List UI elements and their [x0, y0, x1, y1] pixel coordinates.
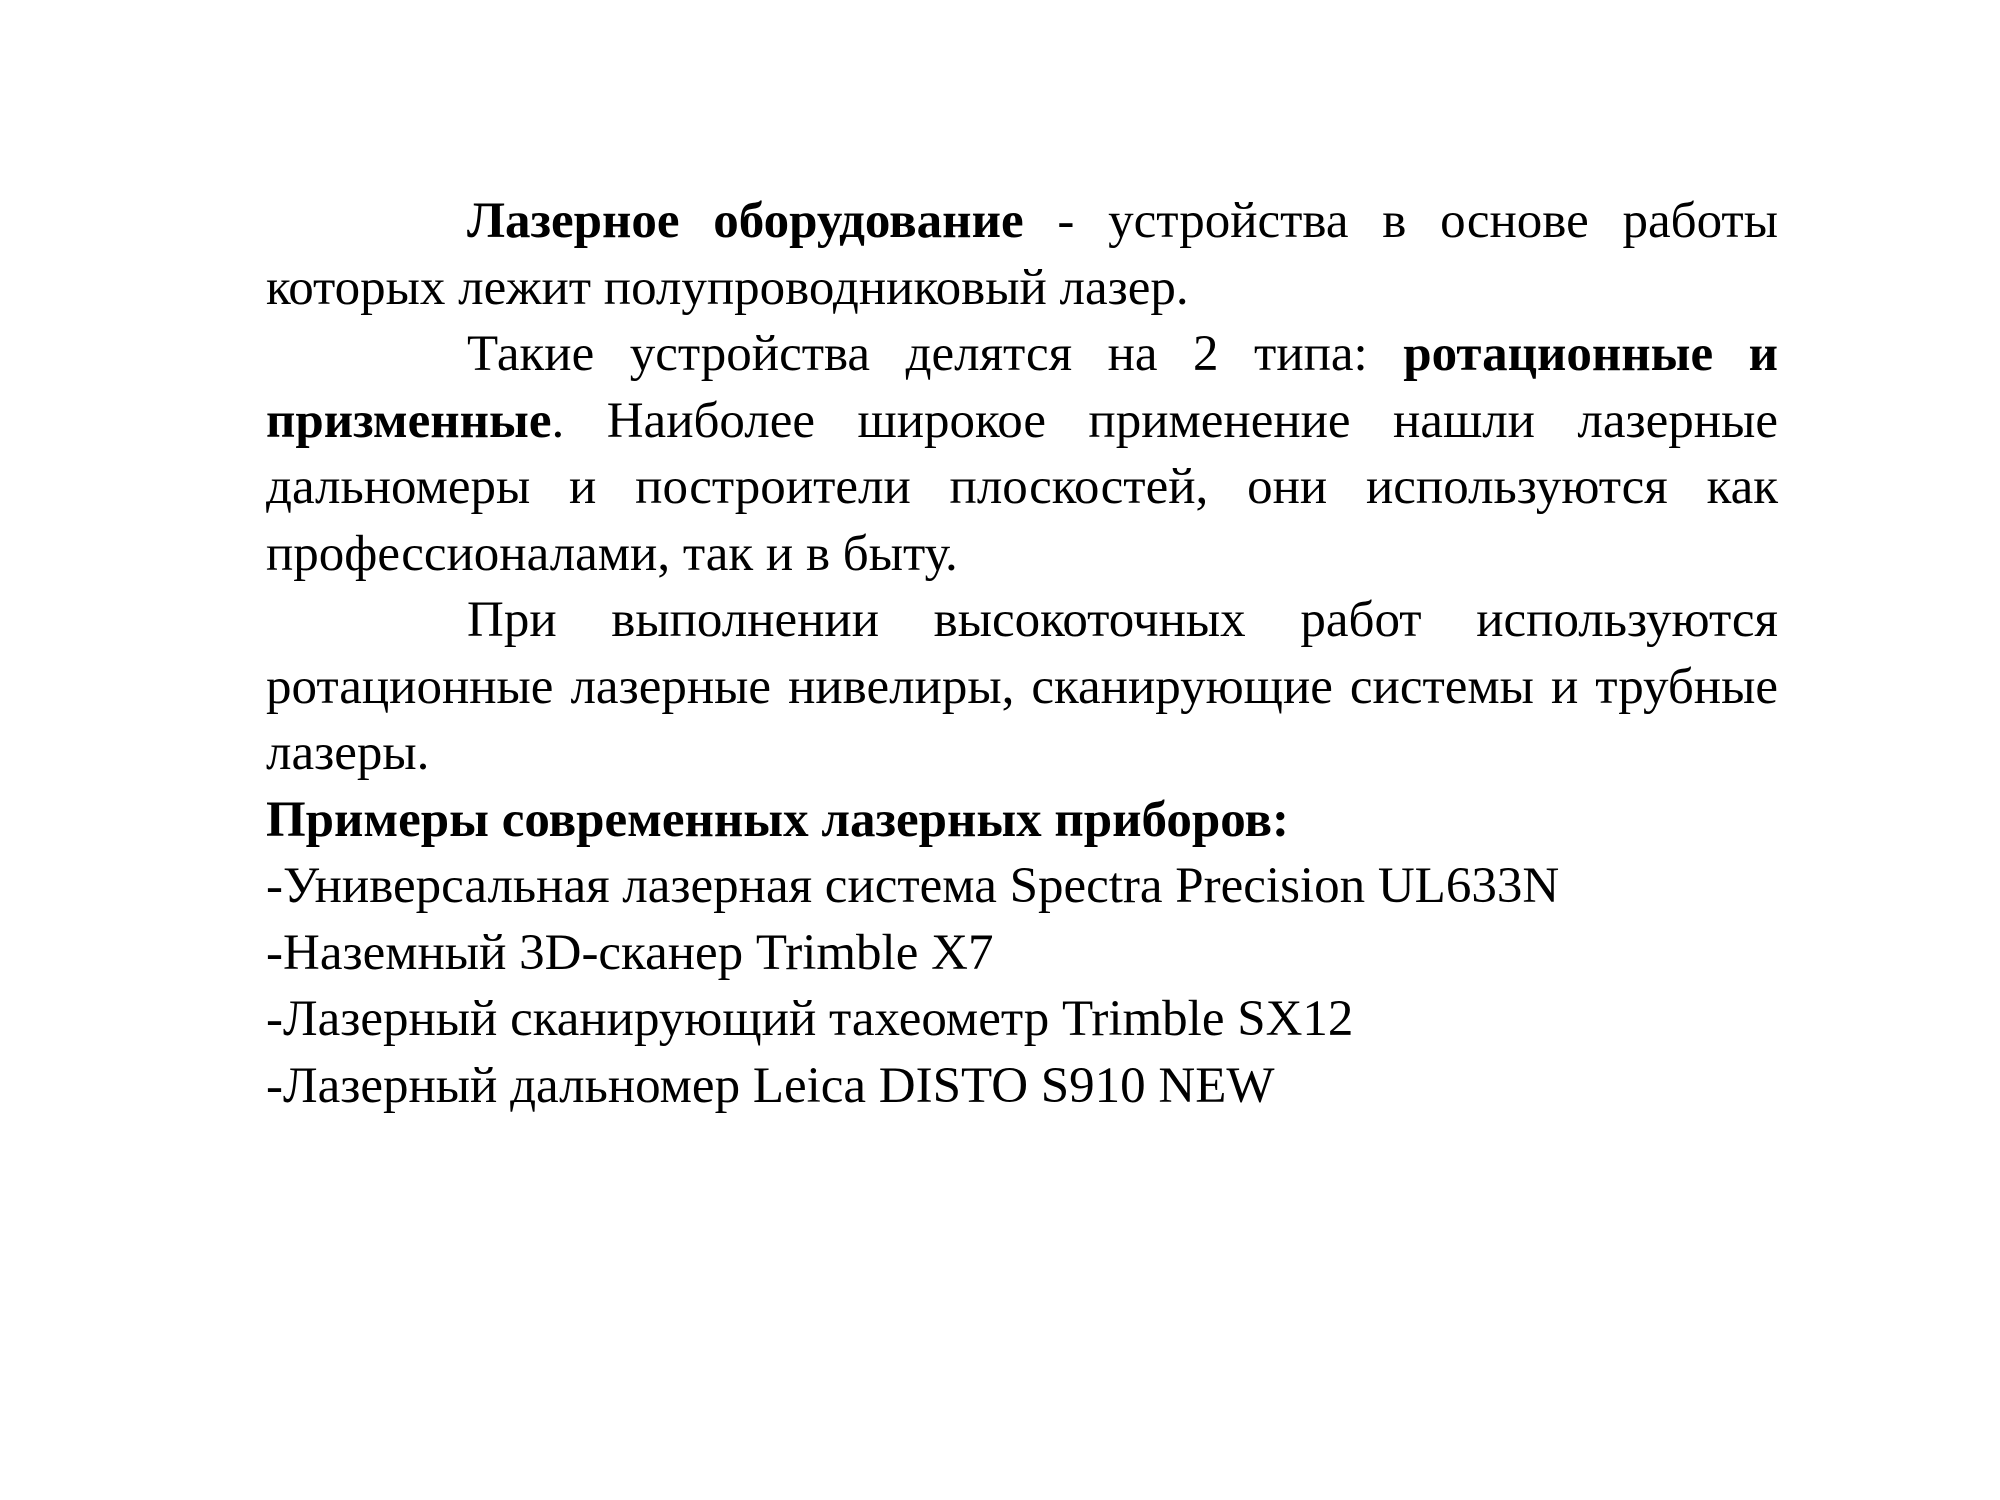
slide-body	[266, 188, 1778, 1119]
examples-heading: Примеры современных лазерных приборов:	[266, 791, 1289, 848]
term-laser-equipment: Лазерное оборудование	[467, 193, 1024, 249]
paragraph-device-types	[266, 321, 1778, 587]
paragraph-high-precision	[266, 587, 1778, 787]
list-item: -Лазерный сканирующий тахеометр Trimble SX12	[266, 991, 1354, 1047]
definition-text: - устройства в основе работы которых лежит полупроводниковый лазер.	[266, 193, 1778, 316]
high-precision-text: При выполнении высокоточных работ используются ротационные лазерные нивелиры, сканирующие системы и трубные лазеры.	[266, 592, 1778, 781]
paragraph-laser-equipment	[266, 188, 1778, 321]
types-application-text: . Наиболее широкое применение нашли лазерные дальномеры и построители плоскостей, они используются как профессионалами, так и в быту.	[266, 392, 1778, 582]
list-item: -Лазерный дальномер Leica DISTO S910 NEW	[266, 1057, 1275, 1114]
list-item: -Универсальная лазерная система Spectra Precision UL633N	[266, 858, 1560, 914]
types-intro-text: Такие устройства делятся на 2 типа:	[467, 326, 1404, 382]
types-bold-text: ротационные и призменные	[266, 326, 1778, 449]
list-item: -Наземный 3D-сканер Trimble X7	[266, 924, 994, 981]
examples-list	[266, 853, 1778, 1119]
